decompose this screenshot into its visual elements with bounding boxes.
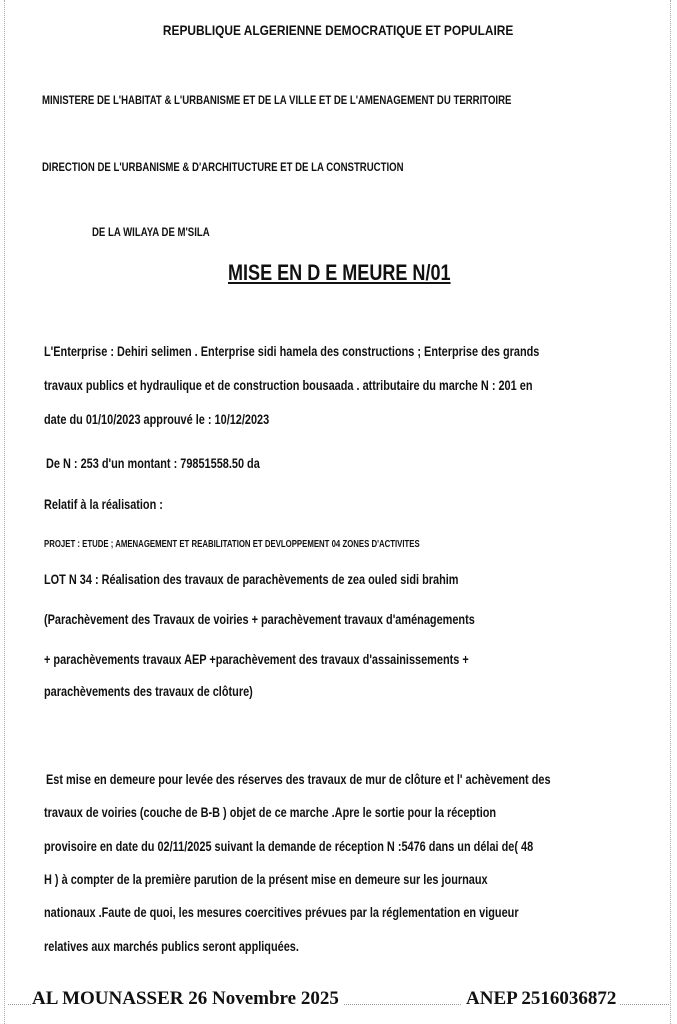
wilaya-heading: DE LA WILAYA DE M'SILA [92, 225, 210, 239]
notice-line: relatives aux marchés publics seront appliquées. [44, 938, 299, 954]
lot-line: LOT N 34 : Réalisation des travaux de parachèvements de zea ouled sidi brahim [44, 571, 459, 587]
details-line: (Parachèvement des Travaux de voiries + parachèvement travaux d'aménagements [44, 611, 475, 627]
notice-line: nationaux .Faute de quoi, les mesures coercitives prévues par la réglementation en vigueur [44, 904, 519, 920]
document-title: MISE EN D E MEURE N/01 [228, 260, 451, 285]
notice-line: travaux de voiries (couche de B-B ) objet de ce marche .Apre le sortie pour la réception [44, 804, 497, 820]
enterprise-line: L'Enterprise : Dehiri selimen . Enterprise sidi hamela des constructions ; Enterprise des grands [44, 343, 540, 359]
amount-line: De N : 253 d'un montant : 79851558.50 da [46, 455, 260, 471]
republic-heading [0, 22, 677, 38]
anep-reference: ANEP 2516036872 [462, 988, 620, 1010]
scan-edge-left [4, 0, 7, 1024]
newspaper-credit: AL MOUNASSER 26 Novembre 2025 [32, 988, 343, 1010]
ministry-heading: MINISTERE DE L'HABITAT & L'URBANISME ET DE LA VILLE ET DE L'AMENAGEMENT DU TERRITOIRE [42, 93, 512, 107]
notice-line: provisoire en date du 02/11/2025 suivant la demande de réception N :5476 dans un délai de( 48 [44, 838, 534, 854]
notice-line: Est mise en demeure pour levée des réserves des travaux de mur de clôture et l' achèvement des [46, 771, 551, 787]
direction-heading: DIRECTION DE L'URBANISME & D'ARCHITUCTURE ET DE LA CONSTRUCTION [42, 160, 404, 174]
relatif-line: Relatif à la réalisation : [44, 496, 163, 512]
notice-line: H ) à compter de la première parution de la présent mise en demeure sur les journaux [44, 871, 488, 887]
enterprise-line: travaux publics et hydraulique et de construction bousaada . attributaire du marche N : 201 en [44, 377, 533, 393]
details-line: parachèvements des travaux de clôture) [44, 683, 253, 699]
scan-edge-right [670, 0, 673, 1024]
republic-text: REPUBLIQUE ALGERIENNE DEMOCRATIQUE ET POPULAIRE [163, 22, 514, 38]
projet-line: PROJET : ETUDE ; AMENAGEMENT ET REABILITATION ET DEVLOPPEMENT 04 ZONES D'ACTIVITES [44, 539, 420, 550]
enterprise-line: date du 01/10/2023 approuvé le : 10/12/2023 [44, 411, 270, 427]
details-line: + parachèvements travaux AEP +parachèvement des travaux d'assainissements + [44, 651, 469, 667]
